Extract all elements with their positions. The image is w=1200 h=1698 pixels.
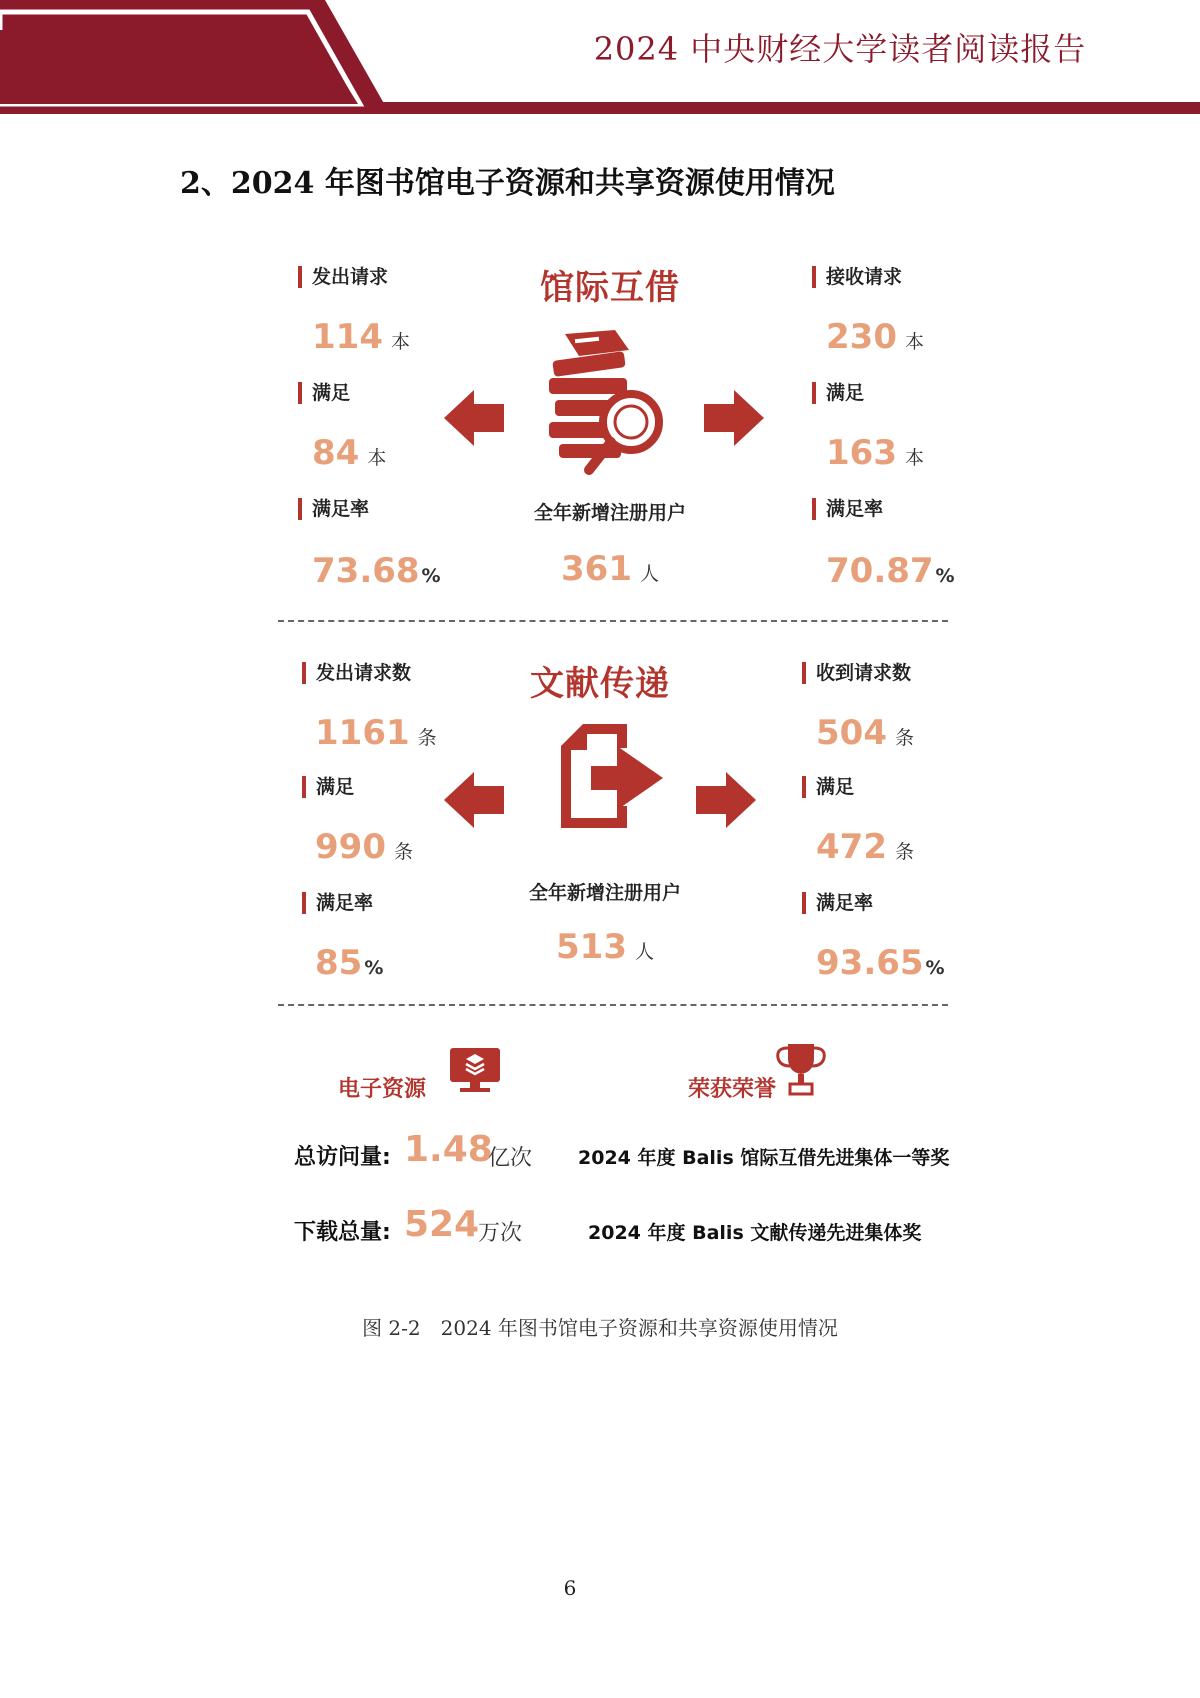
visits-value: 1.48 — [404, 1129, 493, 1170]
ill-recv-value: 230 本 — [826, 317, 924, 357]
ill-sent-label: 发出请求 — [298, 266, 388, 288]
visits-label: 总访问量: — [294, 1145, 391, 1170]
downloads-label: 下载总量: — [294, 1220, 391, 1245]
report-title: 2024 中央财经大学读者阅读报告 — [593, 30, 1087, 68]
section-title: 2、2024 年图书馆电子资源和共享资源使用情况 — [180, 166, 835, 201]
arrow-right-icon — [700, 388, 766, 448]
visits-unit: 亿次 — [488, 1146, 533, 1171]
docdel-recv-value: 504 条 — [816, 713, 914, 753]
docdel-sent-label: 发出请求数 — [302, 662, 411, 684]
docdel-right-rate-value: 93.65 % — [816, 943, 945, 983]
ill-right-rate-value: 70.87 % — [826, 551, 955, 591]
docdel-left-rate-label: 满足率 — [302, 892, 373, 914]
docdel-right-met-label: 满足 — [802, 776, 854, 798]
downloads-value: 524 — [404, 1204, 480, 1245]
ill-users-label: 全年新增注册用户 — [533, 502, 686, 524]
trophy-icon — [774, 1040, 828, 1098]
divider-2 — [278, 1004, 948, 1006]
eres-title: 电子资源 — [338, 1077, 427, 1102]
ill-left-rate-label: 满足率 — [298, 498, 369, 520]
docdel-recv-label: 收到请求数 — [802, 662, 911, 684]
arrow-left-icon — [442, 770, 508, 830]
honors-title: 荣获荣誉 — [688, 1077, 777, 1102]
ill-users-value: 361 人 — [561, 549, 659, 589]
divider-1 — [278, 620, 948, 622]
ill-right-met-label: 满足 — [812, 382, 864, 404]
docdel-right-met-value: 472 条 — [816, 827, 914, 867]
docdel-left-rate-value: 85 % — [315, 943, 384, 983]
arrow-right-icon — [692, 770, 758, 830]
page-number: 6 — [563, 1576, 577, 1600]
award-docdel: 2024 年度 Balis 文献传递先进集体奖 — [588, 1222, 922, 1244]
docdel-sent-value: 1161 条 — [315, 713, 437, 753]
ill-left-rate-value: 73.68 % — [312, 551, 441, 591]
docdel-left-met-label: 满足 — [302, 776, 354, 798]
ill-title: 馆际互借 — [540, 268, 680, 308]
document-export-icon — [555, 722, 667, 832]
award-ill: 2024 年度 Balis 馆际互借先进集体一等奖 — [578, 1147, 950, 1169]
ill-sent-value: 114 本 — [312, 317, 410, 357]
downloads-unit: 万次 — [478, 1221, 523, 1246]
monitor-icon — [448, 1046, 502, 1094]
ill-left-met-value: 84 本 — [312, 433, 387, 473]
docdel-users-label: 全年新增注册用户 — [528, 882, 681, 904]
ill-recv-label: 接收请求 — [812, 266, 902, 288]
docdel-users-value: 513 人 — [556, 927, 654, 967]
docdel-title: 文献传递 — [530, 664, 670, 704]
ill-right-rate-label: 满足率 — [812, 498, 883, 520]
ill-left-met-label: 满足 — [298, 382, 350, 404]
books-magnifier-icon — [545, 328, 675, 478]
arrow-left-icon — [442, 388, 508, 448]
figure-caption: 图 2-2 2024 年图书馆电子资源和共享资源使用情况 — [362, 1316, 838, 1340]
docdel-left-met-value: 990 条 — [315, 827, 413, 867]
ill-right-met-value: 163 本 — [826, 433, 924, 473]
docdel-right-rate-label: 满足率 — [802, 892, 873, 914]
